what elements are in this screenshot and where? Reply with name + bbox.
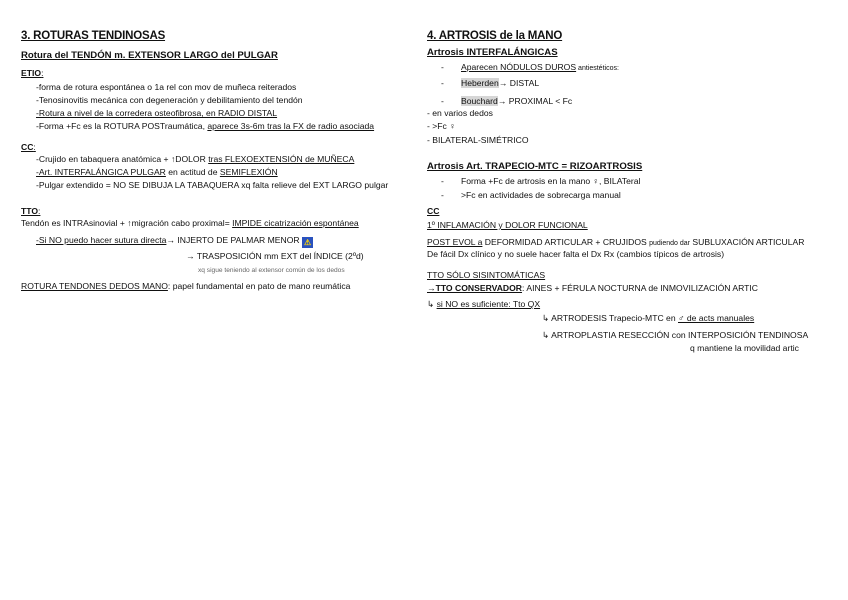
inter-item-2: - en varios dedos bbox=[427, 108, 493, 118]
inter-item-1: - Aparecen NÓDULOS DUROS antiestéticos: bbox=[441, 62, 619, 72]
subtitle-interfalangicas: Artrosis INTERFALÁNGICAS bbox=[427, 47, 558, 58]
tto-item-2: -Si NO puedo hacer sutura directa→ INJERTO DE PALMAR MENOR ⚠ bbox=[36, 235, 312, 247]
etio-item-2: -Tenosinovitis mecánica con degeneración y debilitamiento del tendón bbox=[36, 95, 303, 105]
rizo-item-1: - Forma +Fc de artrosis en la mano ♀, BILATeral bbox=[441, 176, 641, 186]
cc-label-left: CC: bbox=[21, 142, 36, 152]
section-title-artrosis: 4. ARTROSIS de la MANO bbox=[427, 30, 563, 42]
subtitle-rizoartrosis: Artrosis Art. TRAPECIO-MTC = RIZOARTROSIS bbox=[427, 161, 643, 172]
etio-item-3: -Rotura a nivel de la corredera osteofibrosa, en RADIO DISTAL bbox=[36, 108, 278, 118]
rizo-item-2: - >Fc en actividades de sobrecarga manual bbox=[441, 190, 621, 200]
cc-label-right: CC bbox=[427, 206, 440, 216]
inter-item-3: - >Fc ♀ bbox=[427, 121, 456, 131]
cc-right-item-2: POST EVOL a DEFORMIDAD ARTICULAR + CRUJIDOS pudiendo dar SUBLUXACIÓN ARTICULAR bbox=[427, 237, 805, 247]
subtitle-extensor: Rotura del TENDÓN m. EXTENSOR LARGO del PULGAR bbox=[21, 50, 278, 61]
rotura-dedos: ROTURA TENDONES DEDOS MANO: papel fundamental en pato de mano reumática bbox=[21, 281, 351, 291]
tto-right-item-5: q mantiene la movilidad artic bbox=[690, 343, 799, 353]
tto-label-right: TTO SÓLO SISINTOMÁTICAS bbox=[427, 270, 546, 280]
tto-item-1: Tendón es INTRAsinovial + ↑migración cabo proximal= IMPIDE cicatrización espontánea bbox=[21, 218, 359, 228]
heberden-item: - Heberden→ DISTAL bbox=[441, 78, 540, 88]
tto-right-item-1: →TTO CONSERVADOR: AINES + FÉRULA NOCTURNA de INMOVILIZACIÓN ARTIC bbox=[427, 283, 759, 293]
etio-item-4: -Forma +Fc es la ROTURA POSTraumática, aparece 3s-6m tras la FX de radio asociada bbox=[36, 121, 375, 131]
tto-right-item-2: ↳ si NO es suficiente: Tto QX bbox=[427, 299, 541, 309]
section-title-roturas: 3. ROTURAS TENDINOSAS bbox=[21, 30, 166, 42]
etio-label: ETIO: bbox=[21, 68, 44, 78]
tto-item-4: xq sigue teniendo al extensor común de los dedos bbox=[198, 267, 345, 274]
cc-item-3: -Pulgar extendido = NO SE DIBUJA LA TABAQUERA xq falta relieve del EXT LARGO pulgar bbox=[36, 180, 389, 190]
warning-icon: ⚠ bbox=[303, 238, 312, 247]
cc-right-item-1: 1º INFLAMACIÓN y DOLOR FUNCIONAL bbox=[427, 220, 588, 230]
inter-item-4: - BILATERAL-SIMÉTRICO bbox=[427, 135, 529, 145]
tto-right-item-4: ↳ ARTROPLASTIA RESECCIÓN con INTERPOSICIÓN TENDINOSA bbox=[542, 330, 809, 340]
tto-right-item-3: ↳ ARTRODESIS Trapecio-MTC en ♂ de acts manuales bbox=[542, 313, 755, 323]
tto-label-left: TTO: bbox=[21, 206, 41, 216]
etio-item-1: -forma de rotura espontánea o 1a rel con mov de muñeca reiterados bbox=[36, 82, 297, 92]
bouchard-item: - Bouchard→ PROXIMAL < Fc bbox=[441, 96, 573, 106]
tto-item-3: → TRASPOSICIÓN mm EXT del ÍNDICE (2ºd) bbox=[186, 251, 364, 261]
cc-item-2: -Art. INTERFALÁNGICA PULGAR en actitud de SEMIFLEXIÓN bbox=[36, 167, 278, 177]
cc-right-item-3: De fácil Dx clínico y no suele hacer falta el Dx Rx (cambios típicos de artrosis) bbox=[427, 249, 725, 259]
cc-item-1: -Crujido en tabaquera anatómica + ↑DOLOR tras FLEXOEXTENSIÓN de MUÑECA bbox=[36, 154, 355, 164]
